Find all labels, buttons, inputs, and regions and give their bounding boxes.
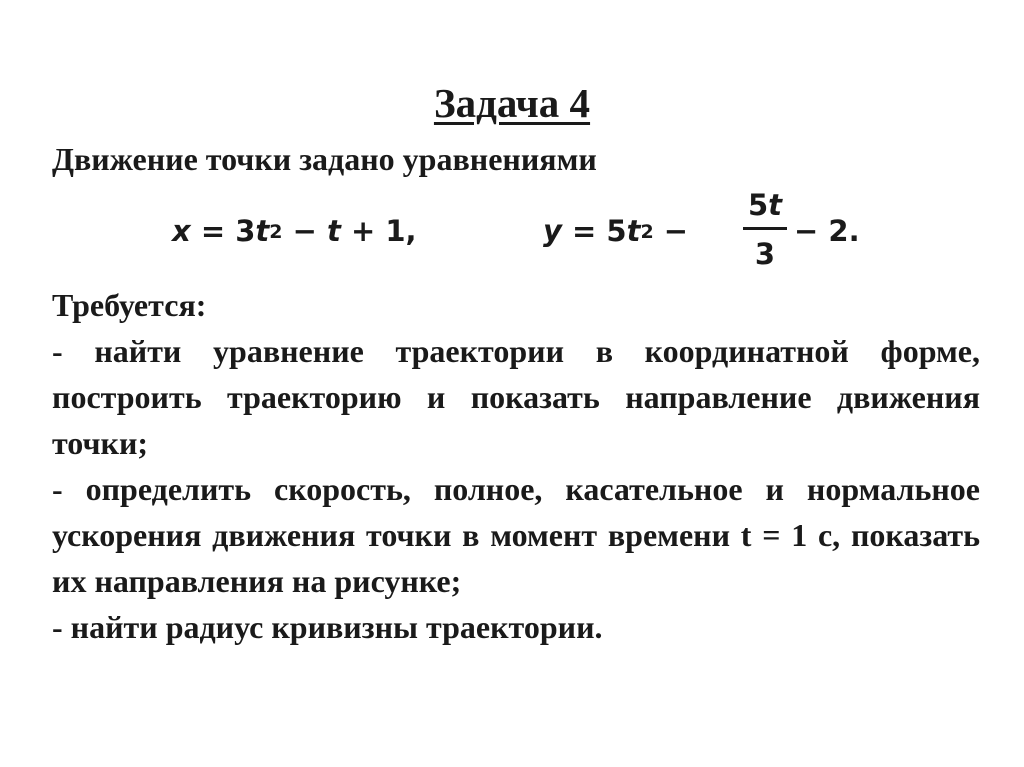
- equation-x: [172, 214, 417, 248]
- x-exponent: 2: [269, 221, 283, 243]
- equation-y: [543, 214, 688, 248]
- y-t-term: t: [626, 214, 641, 248]
- intro-text: Движение точки задано уравнениями: [52, 141, 597, 177]
- y-minus-sign: −: [653, 214, 689, 248]
- fraction-numerator: [743, 187, 787, 223]
- fraction-bar: [743, 227, 787, 230]
- x-rhs-part-a: = 3: [190, 214, 256, 248]
- title-text: Задача 4: [433, 80, 591, 126]
- requirement-item-2: - определить скорость, полное, касательное и нормальное ускорения движения точки в момент времени t = 1 с, показать их направления на рисунке;: [52, 471, 980, 599]
- requirements-heading: Требуется:: [52, 287, 207, 323]
- fraction-denominator: 3: [754, 237, 776, 271]
- y-variable: y: [543, 214, 562, 248]
- x-t-linear: t: [327, 214, 341, 248]
- x-t-term: t: [255, 214, 270, 248]
- numerator-t: t: [768, 188, 783, 222]
- requirement-item-1: - найти уравнение траектории в координатной форме, построить траекторию и показать направление движения точки;: [52, 333, 980, 461]
- slide-title: [0, 78, 1024, 128]
- requirement-item-3: - найти радиус кривизны траектории.: [52, 609, 603, 645]
- y-exponent: 2: [640, 221, 654, 243]
- y-fraction: [743, 187, 787, 272]
- equation-y-tail: − 2.: [794, 214, 860, 248]
- x-rhs-part-b: −: [282, 214, 327, 248]
- requirements-block: [52, 282, 980, 650]
- numerator-coefficient: 5: [747, 188, 769, 222]
- y-rhs-part-a: = 5: [561, 214, 627, 248]
- x-rhs-part-c: + 1,: [340, 214, 417, 248]
- x-variable: x: [172, 214, 191, 248]
